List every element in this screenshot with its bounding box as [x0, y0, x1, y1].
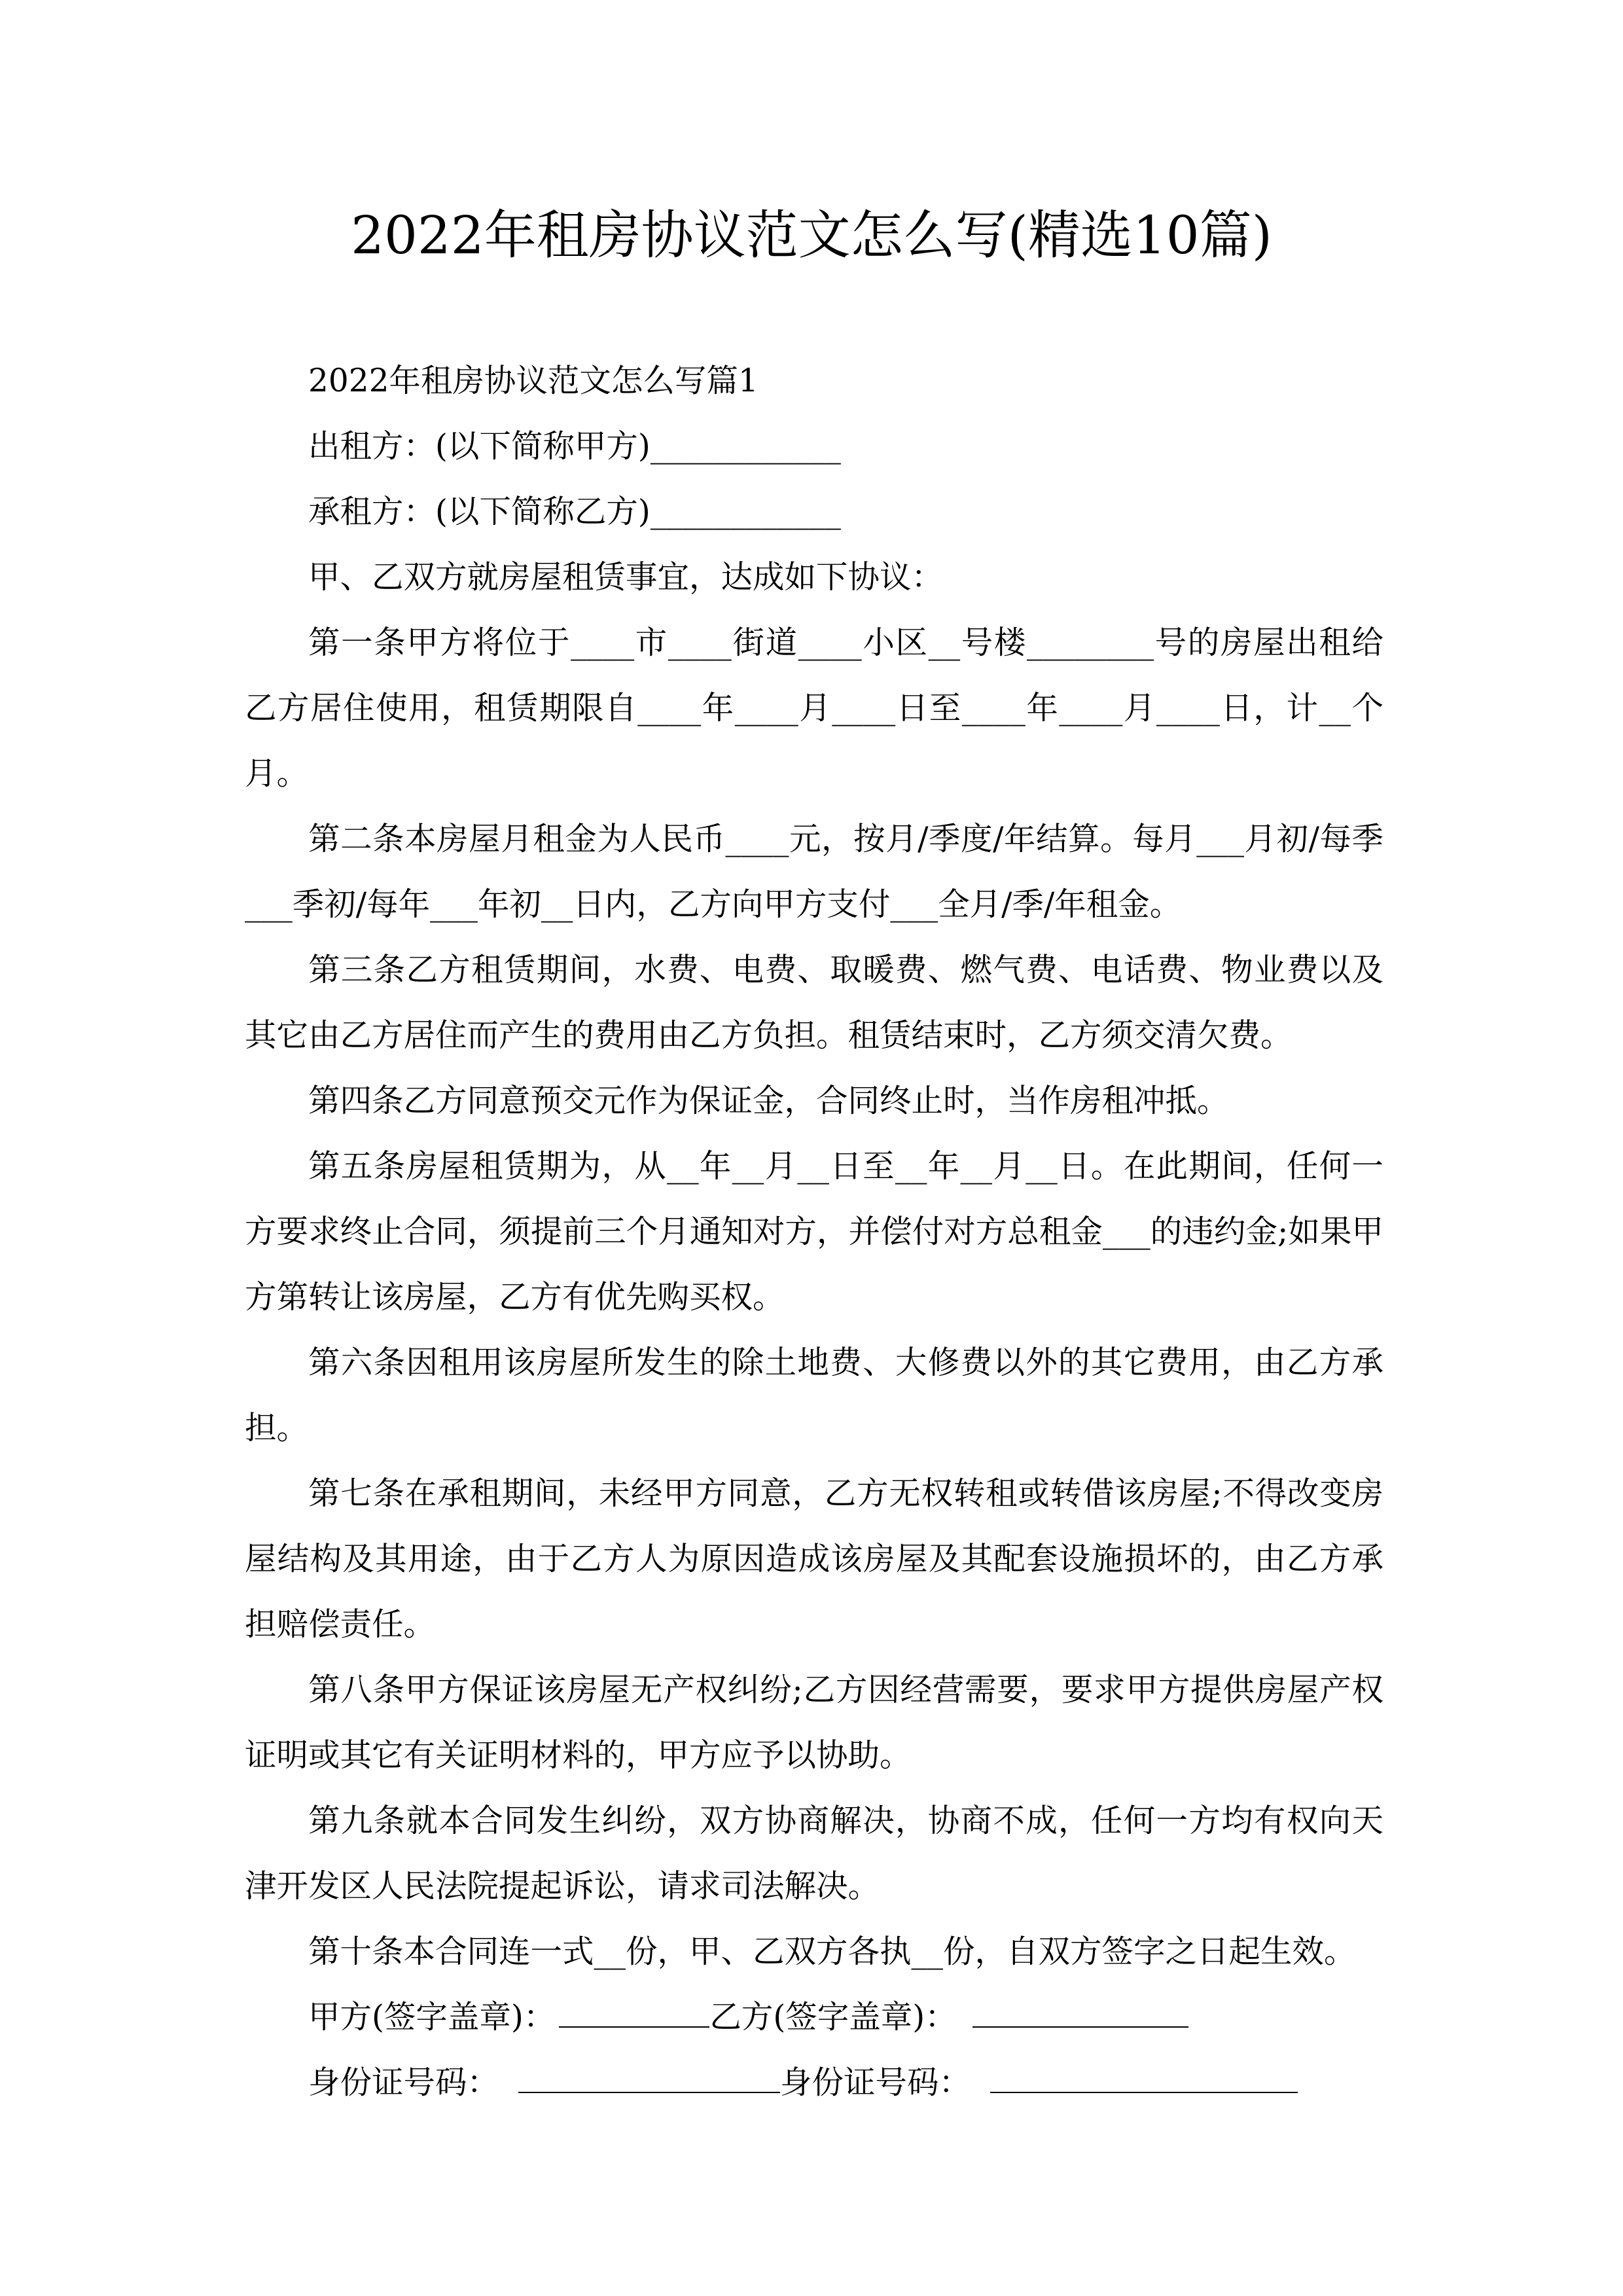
party-b-signature-field[interactable] [972, 1996, 1188, 2028]
party-b-signature-label: 乙方(签字盖章)： [709, 1999, 957, 2036]
party-a-signature-label: 甲方(签字盖章)： [308, 1999, 556, 2036]
party-a-signature-field[interactable] [559, 1996, 709, 2028]
article-5: 第五条房屋租赁期为，从__年__月__日至__年__月__日。在此期间，任何一方要求终止合同，须提前三个月通知对方，并偿付对方总租金___的违约金;如果甲方第转让该房屋，乙方有优先购买权。 [245, 1148, 1383, 1316]
party-a-id-label: 身份证号码： [308, 2064, 499, 2101]
article-1: 第一条甲方将位于____市____街道____小区__号楼________号的房屋出租给乙方居住使用，租赁期限自____年____月____日至____年____月____日，计__个月。 [245, 624, 1383, 792]
article-6: 第六条因租用该房屋所发生的除土地费、大修费以外的其它费用，由乙方承担。 [245, 1344, 1383, 1446]
document-body [245, 348, 1383, 2115]
article-8: 第八条甲方保证该房屋无产权纠纷;乙方因经营需要，要求甲方提供房屋产权证明或其它有关证明材料的，甲方应予以协助。 [245, 1672, 1383, 1774]
article-3: 第三条乙方租赁期间，水费、电费、取暖费、燃气费、电话费、物业费以及其它由乙方居住而产生的费用由乙方负担。租赁结束时，乙方须交清欠费。 [245, 952, 1383, 1054]
lessor-line: 出租方：(以下简称甲方)____________ [308, 428, 841, 465]
party-b-id-field[interactable] [990, 2062, 1298, 2093]
article-4: 第四条乙方同意预交元作为保证金，合同终止时，当作房租冲抵。 [308, 1083, 1229, 1119]
article-7: 第七条在承租期间，未经甲方同意，乙方无权转租或转借该房屋;不得改变房屋结构及其用途，由于乙方人为原因造成该房屋及其配套设施损坏的，由乙方承担赔偿责任。 [245, 1475, 1383, 1643]
party-b-id-label: 身份证号码： [780, 2064, 971, 2101]
id-number-line [245, 2050, 1383, 2115]
article-9: 第九条就本合同发生纠纷，双方协商解决，协商不成，任何一方均有权向天津开发区人民法院提起诉讼，请求司法解决。 [245, 1803, 1383, 1905]
intro-paragraph: 甲、乙双方就房屋租赁事宜，达成如下协议： [308, 559, 944, 596]
signature-line [245, 1984, 1383, 2050]
article-10: 第十条本合同连一式__份，甲、乙双方各执__份，自双方签字之日起生效。 [308, 1933, 1356, 1970]
party-a-id-field[interactable] [518, 2062, 780, 2093]
section-heading: 2022年租房协议范文怎么写篇1 [308, 363, 758, 399]
document-title: 2022年租房协议范文怎么写(精选10篇) [351, 205, 1272, 266]
lessee-line: 承租方：(以下简称乙方)____________ [308, 493, 841, 530]
article-2: 第二条本房屋月租金为人民币____元，按月/季度/年结算。每月___月初/每季___季初/每年___年初__日内，乙方向甲方支付___全月/季/年租金。 [245, 821, 1383, 923]
